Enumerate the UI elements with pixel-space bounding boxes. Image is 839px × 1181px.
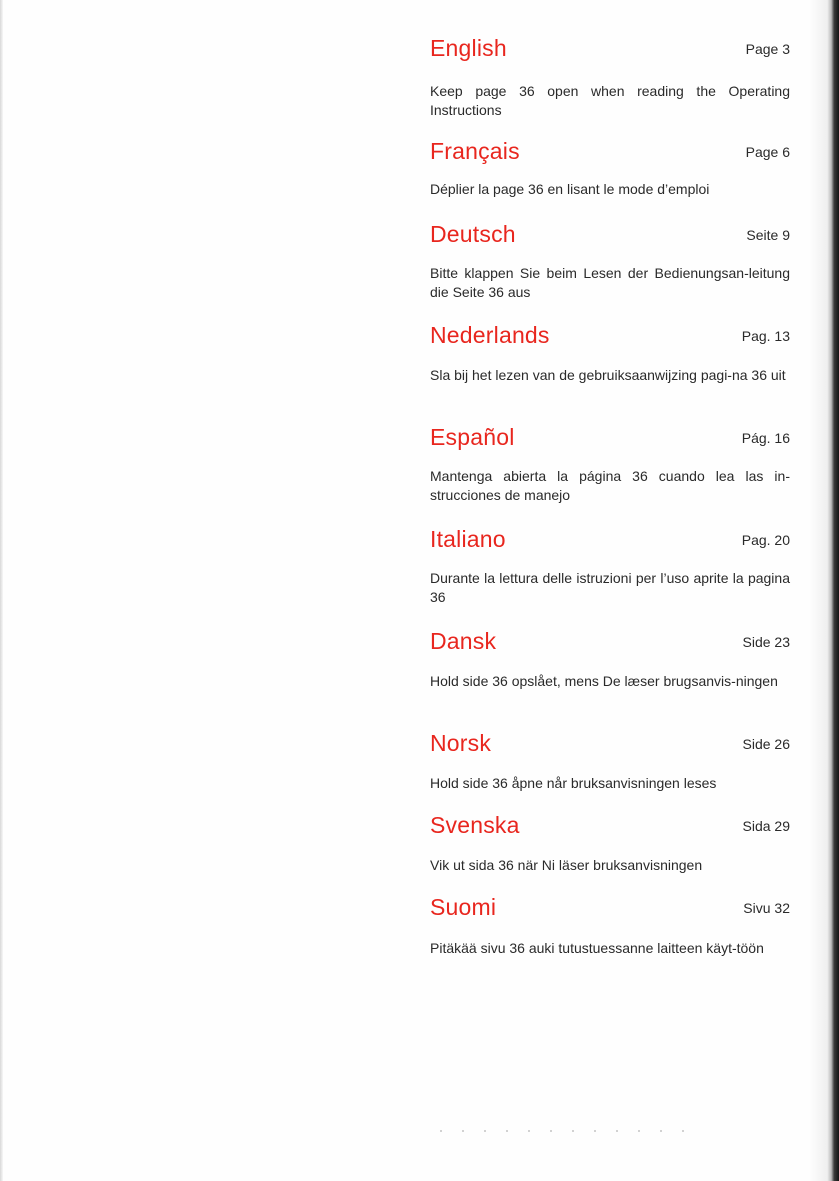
section-dansk xyxy=(430,627,790,689)
section-instruction: Durante la lettura delle istruzioni per l’uso aprite la pagina 36 xyxy=(430,570,790,605)
page-binding-edge xyxy=(827,0,839,1181)
language-heading: Norsk xyxy=(430,730,492,756)
section-header xyxy=(430,34,790,66)
section-deutsch xyxy=(430,220,790,300)
language-heading: Suomi xyxy=(430,894,497,920)
section-svenska xyxy=(430,811,790,873)
language-heading: Deutsch xyxy=(430,221,516,247)
section-header xyxy=(430,220,790,252)
page-fold-shadow xyxy=(809,0,827,1181)
page-reference: Sida 29 xyxy=(742,818,790,834)
section-espanol xyxy=(430,423,790,503)
section-italiano xyxy=(430,525,790,605)
page-reference: Seite 9 xyxy=(746,227,790,243)
section-nederlands xyxy=(430,321,790,383)
page-reference: Sivu 32 xyxy=(743,900,790,916)
section-header xyxy=(430,525,790,557)
page-reference: Pag. 13 xyxy=(741,328,790,344)
section-instruction: Mantenga abierta la página 36 cuando lea las in-strucciones de manejo xyxy=(430,468,790,503)
section-suomi xyxy=(430,893,790,956)
section-header xyxy=(430,423,790,455)
language-heading: English xyxy=(430,35,507,61)
page-left-edge xyxy=(0,0,3,1181)
language-heading: Español xyxy=(430,424,515,450)
section-instruction: Keep page 36 open when reading the Operating Instructions xyxy=(430,83,790,118)
section-instruction: Vik ut sida 36 när Ni läser bruksanvisningen xyxy=(430,857,703,873)
language-heading: Dansk xyxy=(430,628,497,654)
page-reference: Pág. 16 xyxy=(741,430,790,446)
page-reference: Page 3 xyxy=(745,41,790,57)
page-reference: Side 23 xyxy=(742,634,790,650)
page-reference: Side 26 xyxy=(742,736,790,752)
section-header xyxy=(430,811,790,843)
section-instruction: Pitäkää sivu 36 auki tutustuessanne laitteen käyt-töön xyxy=(430,940,764,956)
section-instruction: Bitte klappen Sie beim Lesen der Bedienungsan-leitung die Seite 36 aus xyxy=(430,265,790,300)
section-header xyxy=(430,893,790,925)
language-heading: Italiano xyxy=(430,526,506,552)
section-header xyxy=(430,627,790,659)
language-heading: Svenska xyxy=(430,812,520,838)
scan-artifact-dots xyxy=(430,1128,690,1134)
section-instruction: Hold side 36 åpne når bruksanvisningen leses xyxy=(430,775,717,791)
section-instruction: Déplier la page 36 en lisant le mode d’emploi xyxy=(430,181,710,197)
section-english xyxy=(430,34,790,118)
section-francais xyxy=(430,137,790,197)
section-header xyxy=(430,321,790,353)
section-instruction: Sla bij het lezen van de gebruiksaanwijzing pagi-na 36 uit xyxy=(430,367,786,383)
language-heading: Français xyxy=(430,138,520,164)
section-norsk xyxy=(430,729,790,791)
section-instruction: Hold side 36 opslået, mens De læser brugsanvis-ningen xyxy=(430,673,778,689)
section-header xyxy=(430,729,790,761)
language-heading: Nederlands xyxy=(430,322,550,348)
page-reference: Page 6 xyxy=(745,144,790,160)
section-header xyxy=(430,137,790,169)
page-reference: Pag. 20 xyxy=(741,532,790,548)
